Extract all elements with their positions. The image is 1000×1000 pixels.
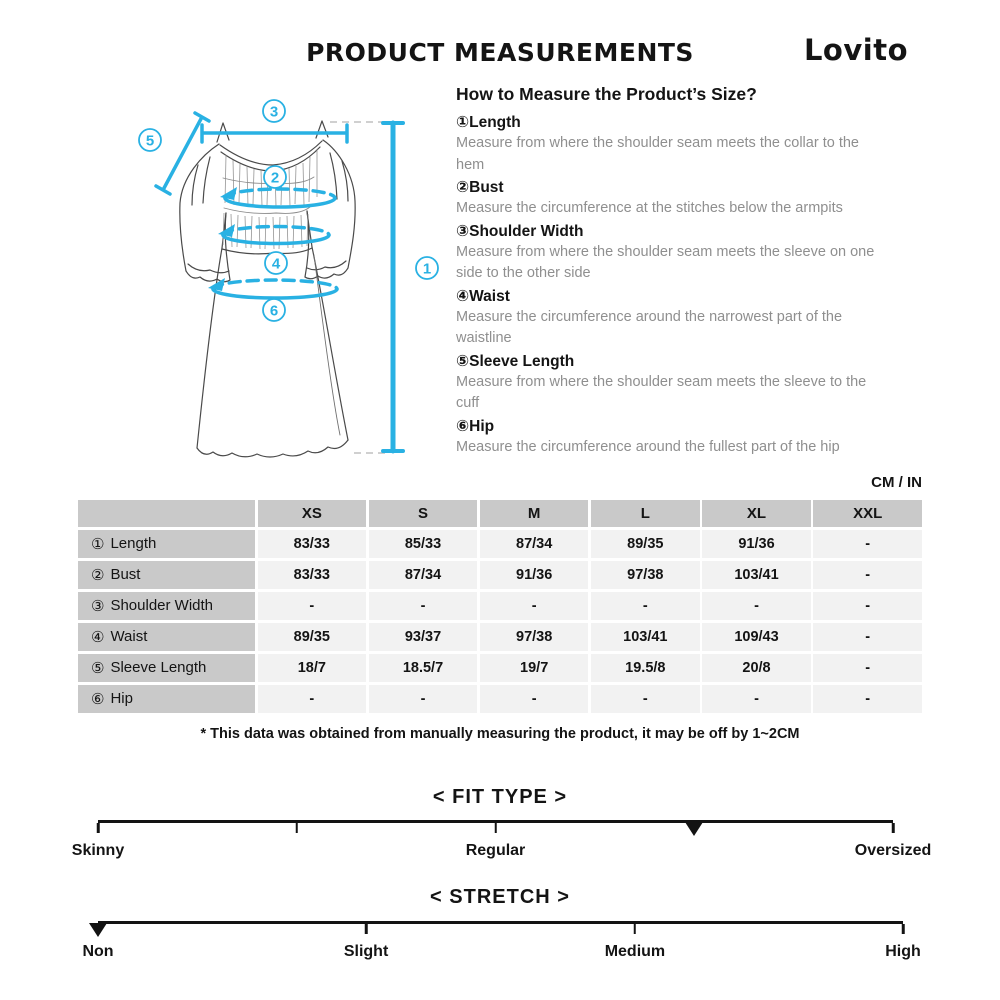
scale-label: Slight [343, 943, 389, 960]
table-cell: 89/35 [258, 623, 367, 652]
guide-item-sleeve-length [456, 352, 942, 415]
table-cell: 109/43 [702, 623, 811, 652]
row-label-length: ① Length [78, 530, 255, 559]
table-cell: - [369, 685, 478, 714]
table-cell: 83/33 [258, 530, 367, 559]
guide-item-name: Shoulder Width [469, 222, 584, 240]
guide-item-number: ③ [456, 222, 470, 240]
scale-label: Skinny [71, 842, 125, 859]
table-cell: 20/8 [702, 654, 811, 683]
row-label-bust: ② Bust [78, 561, 255, 590]
svg-text:2: 2 [270, 169, 280, 187]
svg-text:1: 1 [422, 260, 432, 278]
table-cell: 19/7 [480, 654, 589, 683]
callout-waist [265, 252, 287, 274]
table-cell: 85/33 [369, 530, 478, 559]
svg-text:4: 4 [271, 255, 281, 273]
table-cell: - [813, 561, 922, 590]
guide-item-length [456, 113, 942, 176]
svg-text:6: 6 [269, 302, 279, 320]
row-label-sleeve-length: ⑤ Sleeve Length [78, 654, 255, 683]
row-label-hip: ⑥ Hip [78, 685, 255, 714]
callout-bust [264, 166, 286, 188]
table-cell: - [813, 685, 922, 714]
size-column-header: S [369, 500, 478, 527]
scale-tick [296, 823, 299, 833]
smocking-texture [223, 149, 317, 249]
table-cell: 97/38 [591, 561, 700, 590]
table-cell: 103/41 [591, 623, 700, 652]
measurement-disclaimer: * This data was obtained from manually measuring the product, it may be off by 1~2CM [200, 726, 800, 742]
table-cell: - [258, 685, 367, 714]
bust-ellipse [225, 198, 335, 207]
table-cell: 91/36 [480, 561, 589, 590]
scale-tick [97, 823, 100, 833]
table-cell: 97/38 [480, 623, 589, 652]
guide-item-number: ① [456, 114, 470, 131]
guide-item-shoulder-width [456, 222, 942, 285]
guide-item-hip [456, 417, 942, 459]
guide-item-name: Waist [469, 287, 510, 305]
guide-item-desc: Measure the circumference around the narrowest part of the waistline [456, 308, 843, 346]
guide-item-number: ⑥ [456, 417, 470, 435]
scale-tick [365, 924, 368, 934]
table-cell: 19.5/8 [591, 654, 700, 683]
measure-guide [456, 84, 942, 458]
bust-ellipse-dashed [225, 189, 335, 198]
size-column-header: XL [702, 500, 811, 527]
size-table [78, 500, 922, 713]
table-cell: - [591, 685, 700, 714]
table-cell: - [813, 592, 922, 621]
stretch-title: < STRETCH > [430, 886, 570, 908]
scale-label: Oversized [854, 842, 932, 859]
table-cell: 89/35 [591, 530, 700, 559]
scale-marker-icon [89, 923, 107, 937]
guide-item-name: Bust [469, 179, 504, 196]
dress-measurement-diagram [120, 85, 460, 470]
table-cell: 91/36 [702, 530, 811, 559]
fit-type-scale [98, 820, 893, 823]
brand-logo: Lovito [803, 33, 908, 67]
fit-type-labels [71, 842, 932, 862]
size-column-header: L [591, 500, 700, 527]
scale-marker-icon [685, 822, 703, 836]
svg-text:5: 5 [145, 132, 155, 150]
table-cell: - [702, 685, 811, 714]
scale-label: Medium [604, 943, 666, 960]
guide-item-desc: Measure from where the shoulder seam meets the collar to the hem [456, 135, 859, 173]
guide-item-waist [456, 287, 942, 350]
table-cell: - [480, 592, 589, 621]
table-cell: 103/41 [702, 561, 811, 590]
row-label-waist: ④ Waist [78, 623, 255, 652]
guide-item-desc: Measure the circumference around the fullest part of the hip [456, 438, 840, 455]
guide-item-desc: Measure from where the shoulder seam meets the sleeve to the cuff [456, 373, 867, 411]
guide-item-name: Hip [469, 417, 495, 435]
table-cell: - [813, 530, 922, 559]
scale-tick [494, 823, 497, 833]
svg-text:3: 3 [269, 103, 279, 121]
dashed-guides [330, 122, 386, 453]
stretch-labels [82, 943, 921, 963]
guide-item-number: ⑤ [456, 352, 470, 370]
callout-sleeve-length [139, 129, 161, 151]
guide-item-number: ④ [456, 287, 470, 305]
waist-ellipse [223, 235, 329, 244]
guide-item-name: Length [469, 114, 521, 131]
guide-item-desc: Measure from where the shoulder seam meets the sleeve on one side to the other side [456, 243, 875, 281]
shoulder-width-line [202, 125, 347, 142]
callout-shoulder-width [263, 100, 285, 122]
table-cell: - [369, 592, 478, 621]
table-cell: - [702, 592, 811, 621]
row-label-shoulder-width: ③ Shoulder Width [78, 592, 255, 621]
callout-length [416, 257, 438, 279]
guide-item-name: Sleeve Length [469, 352, 575, 370]
units-label: CM / IN [871, 474, 922, 491]
fit-type-title: < FIT TYPE > [432, 786, 568, 808]
table-cell: 83/33 [258, 561, 367, 590]
table-cell: - [813, 623, 922, 652]
corner-header-cell [78, 500, 255, 527]
stretch-scale [98, 921, 903, 924]
scale-label: Regular [465, 842, 526, 859]
table-cell: 18.5/7 [369, 654, 478, 683]
size-column-header: XXL [813, 500, 922, 527]
table-cell: 87/34 [480, 530, 589, 559]
scale-tick [634, 924, 637, 934]
size-column-header: XS [258, 500, 367, 527]
guide-item-number: ② [456, 179, 470, 196]
guide-item-bust [456, 178, 942, 220]
waist-ellipse-dashed [223, 227, 329, 236]
measure-guide-heading: How to Measure the Product’s Size? [456, 84, 757, 104]
guide-item-desc: Measure the circumference at the stitches below the armpits [456, 200, 843, 216]
scale-tick [892, 823, 895, 833]
size-column-header: M [480, 500, 589, 527]
scale-tick [902, 924, 905, 934]
page-title: PRODUCT MEASUREMENTS [306, 38, 694, 67]
table-cell: 18/7 [258, 654, 367, 683]
callout-hip [263, 299, 285, 321]
table-cell: - [480, 685, 589, 714]
scale-label: High [885, 943, 921, 960]
table-cell: 93/37 [369, 623, 478, 652]
table-cell: 87/34 [369, 561, 478, 590]
scale-label: Non [82, 943, 114, 960]
table-cell: - [258, 592, 367, 621]
table-cell: - [813, 654, 922, 683]
table-cell: - [591, 592, 700, 621]
